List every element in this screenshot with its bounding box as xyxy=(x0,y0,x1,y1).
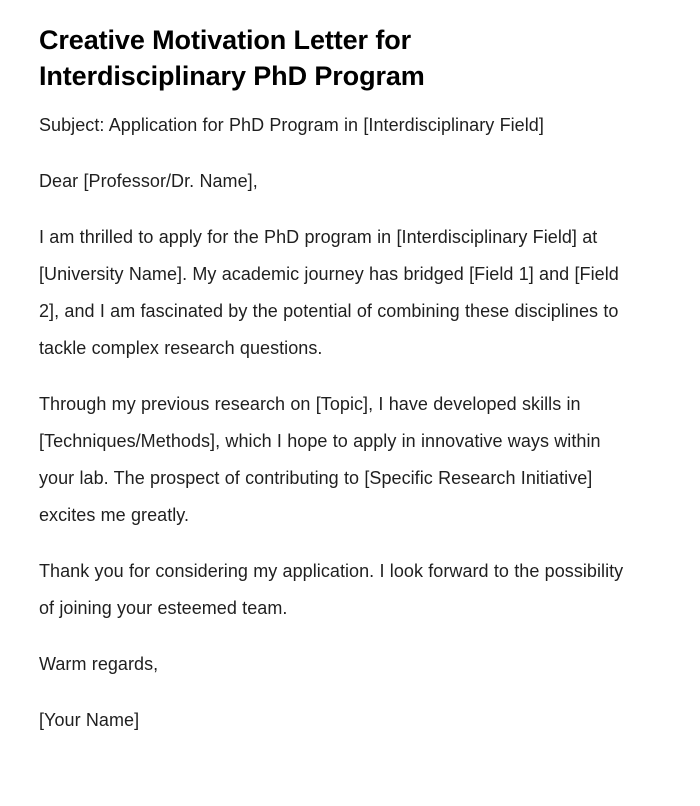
salutation: Dear [Professor/Dr. Name], xyxy=(39,171,258,191)
letter-document xyxy=(39,22,639,739)
sign-off: Warm regards, xyxy=(39,654,159,674)
signature-name: [Your Name] xyxy=(39,710,140,730)
paragraph-intro: I am thrilled to apply for the PhD program in [Interdisciplinary Field] at [University Name]. My academic journey has bridged [Field 1] and [Field 2], and I am fascinated by the potential of combining these disciplines to tackle complex research questions. xyxy=(39,227,619,358)
paragraph-research: Through my previous research on [Topic], I have developed skills in [Techniques/Methods], which I hope to apply in innovative ways within your lab. The prospect of contributing to [Specific Research Initiative] excites me greatly. xyxy=(39,394,601,525)
paragraph-closing: Thank you for considering my application. I look forward to the possibility of joining your esteemed team. xyxy=(39,561,624,618)
page-title: Creative Motivation Letter for Interdisciplinary PhD Program xyxy=(39,25,425,91)
letter-body xyxy=(39,107,639,739)
subject-line: Subject: Application for PhD Program in [Interdisciplinary Field] xyxy=(39,115,544,135)
